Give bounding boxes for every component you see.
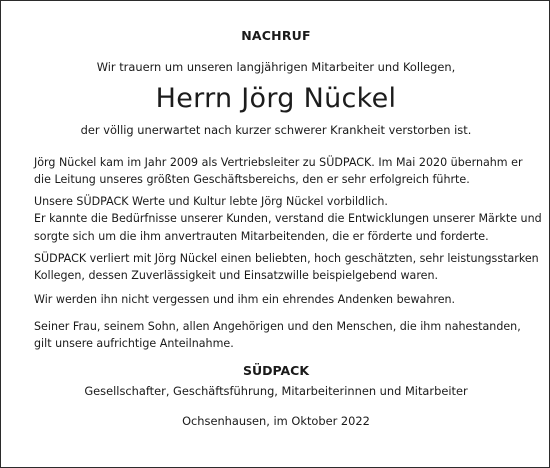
paragraph-loss [34,250,539,285]
paragraph-line: Jörg Nückel kam im Jahr 2009 als Vertriebsleiter zu SÜDPACK. Im Mai 2020 übernahm er [34,156,523,169]
place-date: Ochsenhausen, im Oktober 2022 [182,414,370,428]
notice-heading: NACHRUF [241,28,311,43]
paragraph-line: sorgte sich um die ihm anvertrauten Mitarbeitenden, die er förderte und forderte. [34,229,489,243]
signers-line: Gesellschafter, Geschäftsführung, Mitarbeiterinnen und Mitarbeiter [84,384,468,398]
paragraph-line: gilt unsere aufrichtige Anteilnahme. [34,337,234,351]
paragraph-career [34,154,534,189]
death-line: der völlig unerwartet nach kurzer schwerer Krankheit verstorben ist. [80,123,472,137]
company-name: SÜDPACK [242,363,310,378]
paragraph-line: Unsere SÜDPACK Werte und Kultur lebte Jörg Nückel vorbildlich. [34,195,388,208]
paragraph-memory [34,291,534,308]
paragraph-line: SÜDPACK verliert mit Jörg Nückel einen beliebten, hoch geschätzten, sehr leistungsstarken [34,252,539,265]
paragraph-condolence [34,318,534,353]
paragraph-line: Er kannte die Bedürfnisse unserer Kunden, verstand die Entwicklungen unserer Märkte und [34,212,542,226]
paragraph-line: Seiner Frau, seinem Sohn, allen Angehörigen und den Menschen, die ihm nahestanden, [34,320,521,333]
paragraph-line: die Leitung unseres größten Geschäftsbereichs, den er sehr erfolgreich führte. [34,173,470,187]
intro-line: Wir trauern um unseren langjährigen Mitarbeiter und Kollegen, [96,60,456,74]
paragraph-line: Kollegen, dessen Zuverlässigkeit und Einsatzwille beispielgebend waren. [34,269,439,283]
deceased-name: Herrn Jörg Nückel [155,83,397,114]
paragraph-line: Wir werden ihn nicht vergessen und ihm ein ehrendes Andenken bewahren. [34,293,456,306]
paragraph-values [34,193,542,245]
